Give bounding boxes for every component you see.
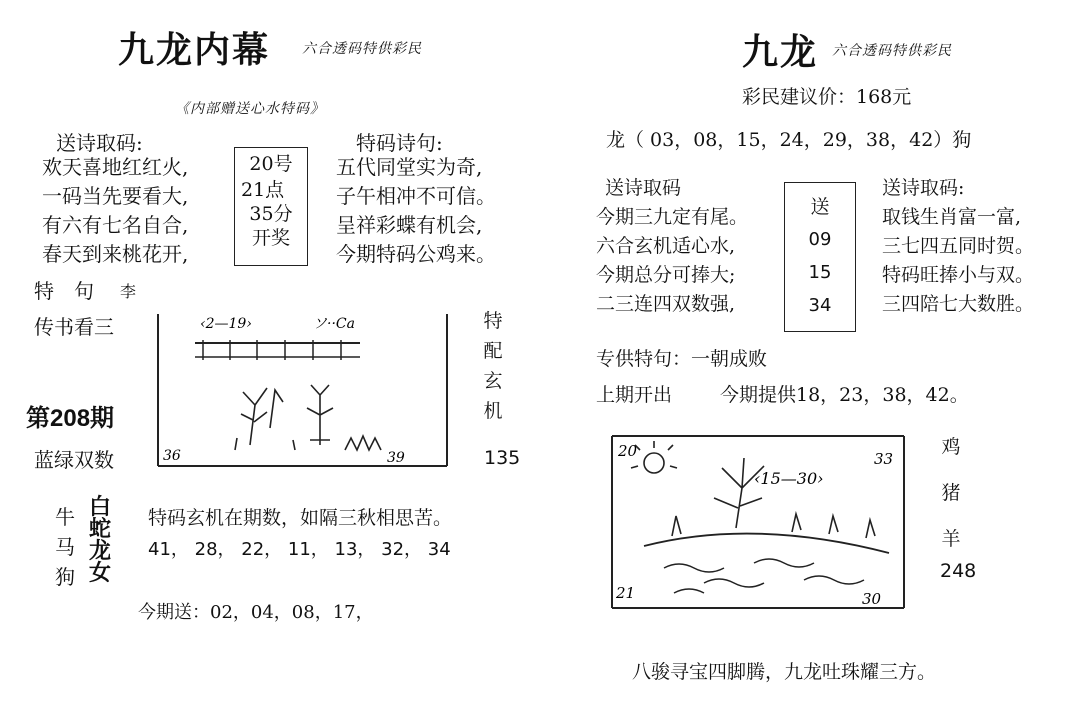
right-poem-left-label: 送诗取码 — [605, 177, 682, 199]
left-subtitle: 六合透码特供彩民 — [302, 41, 422, 57]
zodiac-char: 羊 — [941, 528, 961, 550]
vertical-char: 配 — [483, 340, 503, 362]
right-poem-left-line: 今期总分可捧大; — [596, 264, 736, 286]
number-135: 135 — [484, 447, 521, 469]
sketch-corner-br: 39 — [387, 450, 405, 466]
issue-number: 第208期 — [26, 405, 115, 432]
zodiac-char: 狗 — [55, 565, 75, 589]
sketch-ground — [644, 534, 889, 553]
draw-time-line: 35分 — [249, 203, 293, 225]
zodiac-char: 鸡 — [941, 436, 961, 458]
sketch-plants — [235, 385, 381, 450]
poem-send-label: 送诗取码: — [56, 131, 143, 155]
send-box-line: 送 — [810, 196, 830, 218]
right-poem-left-line: 今期三九定有尾。 — [596, 206, 749, 228]
poem-special-line: 五代同堂实为奇, — [336, 155, 483, 179]
vertical-char: 特 — [483, 310, 503, 332]
tepei-vertical — [478, 306, 508, 426]
sketch-corner-tl: 20 — [618, 442, 638, 460]
zodiac-hand-column — [84, 496, 116, 584]
special-phrase: 专供特句：一朝成败 — [596, 348, 768, 370]
sketch-sun — [631, 441, 677, 473]
poem-send-line: 一码当先要看大, — [42, 184, 189, 208]
poem-special-block — [336, 153, 496, 269]
draw-time-line: 20号 — [249, 153, 293, 175]
right-poem-right-block — [882, 203, 1034, 319]
last-period-label: 上期开出 — [596, 384, 673, 406]
sketch-corner-br: 30 — [862, 590, 882, 608]
this-period-numbers: 今期提供18，23，38，42。 — [720, 384, 969, 406]
right-poem-right-line: 特码旺捧小与双。 — [882, 264, 1035, 286]
right-poem-right-label: 送诗取码: — [882, 177, 965, 199]
tejv-value: 李 — [120, 282, 137, 301]
draw-time-line: 21点 — [241, 179, 285, 201]
tejv-label: 特 句 — [34, 279, 94, 303]
right-poem-left-line: 二三连四双数强, — [596, 293, 736, 315]
sketch-corner-tr: 33 — [874, 450, 894, 468]
right-poem-right-line: 取钱生肖富一富, — [882, 206, 1022, 228]
right-footer: 八骏寻宝四脚腾，九龙吐珠耀三方。 — [632, 661, 937, 683]
draw-time-line: 开奖 — [251, 227, 290, 249]
poem-send-block — [42, 153, 188, 269]
right-title: 九龙 — [742, 31, 819, 73]
send-box-line: 15 — [808, 262, 832, 283]
zodiac-char: 牛 — [55, 505, 75, 529]
numbers-line: 41， 28， 22， 11， 13， 32， 34 — [148, 539, 451, 560]
dragon-line: 龙（ 03，08，15，24，29，38，42）狗 — [606, 129, 972, 151]
vertical-char: 玄 — [483, 370, 503, 392]
zodiac-char: 猪 — [941, 482, 961, 504]
poem-special-line: 今期特码公鸡来。 — [336, 242, 496, 266]
right-subtitle: 六合透码特供彩民 — [832, 43, 952, 59]
poem-special-line: 呈祥彩蝶有机会, — [336, 213, 483, 237]
zodiac-hand-char: 龙 — [88, 538, 111, 564]
left-title: 九龙内幕 — [118, 29, 271, 71]
gift-header: 《内部赠送心水特码》 — [175, 101, 325, 117]
sketch-top-text-2: ソ··Ca — [313, 316, 355, 332]
jinqi-song: 今期送：02，04，08，17， — [138, 602, 374, 623]
poem-send-line: 有六有七名自合, — [42, 213, 189, 237]
poem-send-line: 欢天喜地红红火, — [42, 155, 189, 179]
sketch-waves — [664, 559, 864, 593]
right-poem-right-line: 三四陪七大数胜。 — [882, 293, 1035, 315]
sketch-corner-bl: 21 — [616, 584, 636, 602]
poem-special-line: 子午相冲不可信。 — [336, 184, 496, 208]
right-poem-right-line: 三七四五同时贺。 — [882, 235, 1035, 257]
poem-special-label: 特码诗句: — [356, 131, 443, 155]
send-box-line: 34 — [808, 295, 832, 316]
sketch-corner-bl: 36 — [163, 448, 181, 464]
vertical-char: 机 — [483, 400, 503, 422]
poem-send-line: 春天到来桃花开, — [42, 242, 189, 266]
zodiac-char: 马 — [55, 535, 75, 559]
draw-time-box — [234, 147, 308, 266]
number-248: 248 — [940, 560, 977, 582]
lanlv-text: 蓝绿双数 — [34, 448, 114, 472]
right-poem-left-block — [596, 203, 748, 319]
price-text: 彩民建议价：168元 — [742, 86, 912, 108]
chuanshu-text: 传书看三 — [34, 315, 114, 339]
sketch-top-text: ‹2—19› — [200, 316, 252, 332]
zodiac-right-column — [936, 424, 966, 562]
left-sketch — [155, 310, 455, 470]
send-box — [784, 182, 856, 332]
zodiac-left-column — [52, 502, 78, 592]
send-box-line: 09 — [808, 229, 832, 250]
zodiac-hand-char: 蛇 — [88, 516, 111, 542]
right-sketch — [604, 428, 914, 613]
zodiac-hand-char: 白 — [88, 494, 111, 520]
right-poem-left-line: 六合玄机适心水, — [596, 235, 736, 257]
sketch-center-text: ‹15—30› — [754, 469, 824, 488]
zodiac-hand-char: 女 — [88, 560, 111, 586]
xuanji-text: 特码玄机在期数，如隔三秋相思苦。 — [148, 507, 453, 529]
